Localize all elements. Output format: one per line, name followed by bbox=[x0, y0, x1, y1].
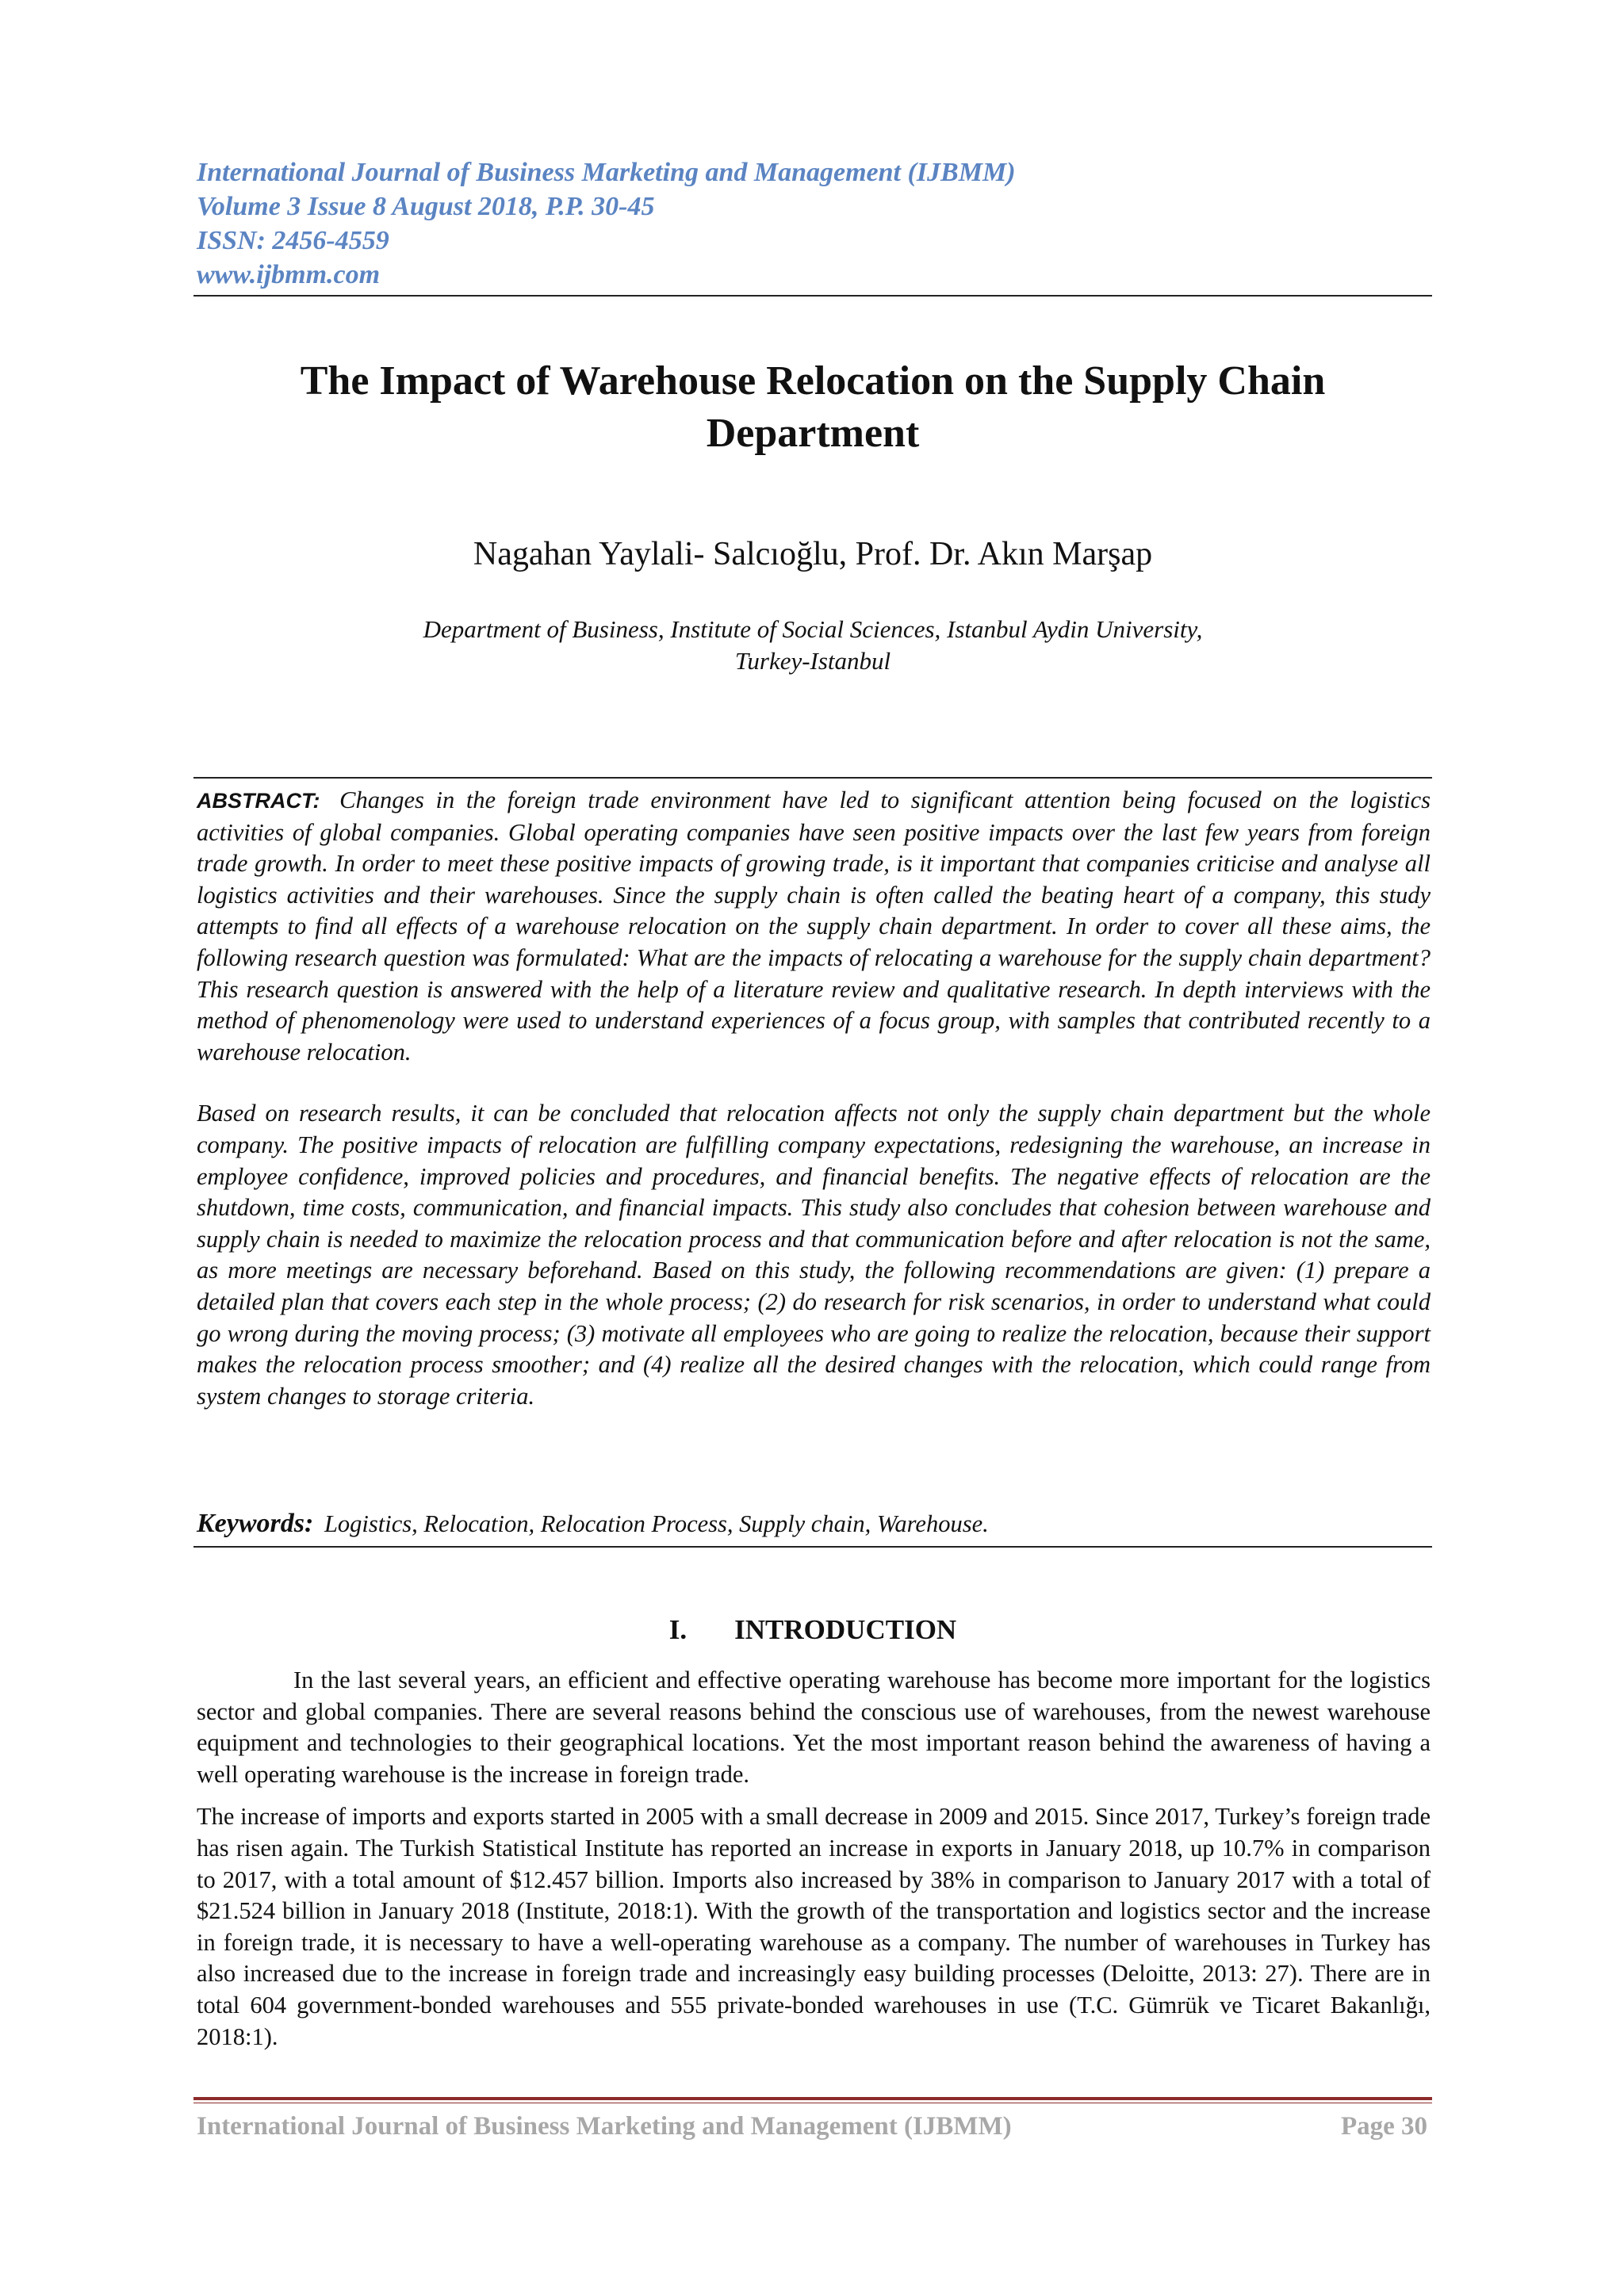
article-title bbox=[193, 355, 1432, 460]
footer-journal-name: International Journal of Business Marketing and Management (IJBMM) bbox=[197, 2112, 1012, 2141]
affiliation bbox=[193, 614, 1432, 677]
abstract-paragraph-2: Based on research results, it can be concluded that relocation affects not only the supply chain department but the whole company. The positive impacts of relocation are fulfilling company expectations, redesigning the warehouse, an increase in employee confidence, improved policies and procedures, and financial benefits. The negative effects of relocation are the shutdown, time costs, communication, and financial impacts. This study also concludes that cohesion between warehouse and supply chain is needed to maximize the relocation process and that communication before and after relocation is not the same, as more meetings are necessary beforehand. Based on this study, the following recommendations are given: (1) prepare a detailed plan that covers each step in the whole process; (2) do research for risk scenarios, in order to understand what could go wrong during the moving process; (3) motivate all employees who are going to realize the relocation, because their support makes the relocation process smoother; and (4) realize all the desired changes with the relocation, which could range from system changes to storage criteria. bbox=[197, 1100, 1431, 1410]
title-line-2: Department bbox=[706, 411, 920, 456]
volume-issue: Volume 3 Issue 8 August 2018, P.P. 30-45 bbox=[197, 192, 655, 221]
introduction-paragraph-2: The increase of imports and exports started in 2005 with a small decrease in 2009 and 2015. Since 2017, Turkey’s foreign trade has risen again. The Turkish Statistical Institute has reported an increase in exports in January 2018, up 10.7% in comparison to 2017, with a total amount of $12.457 billion. Imports also increased by 38% in comparison to January 2017 with a total of $21.524 billion in January 2018 (Institute, 2018:1). With the growth of the transportation and logistics sector and the increase in foreign trade, it is necessary to have a well-operating warehouse as a company. The number of warehouses in Turkey has also increased due to the increase in foreign trade and increasingly easy building processes (Deloitte, 2013: 27). There are in total 604 government-bonded warehouses and 555 private-bonded warehouses in use (T.C. Gümrük ve Ticaret Bakanlığı, 2018:1). bbox=[197, 1803, 1431, 2050]
abstract-label: ABSTRACT: bbox=[197, 789, 320, 813]
header-divider bbox=[193, 295, 1432, 297]
title-line-1: The Impact of Warehouse Relocation on the Supply Chain bbox=[300, 358, 1326, 404]
affiliation-line-1: Department of Business, Institute of Social Sciences, Istanbul Aydin University, bbox=[423, 615, 1203, 643]
abstract-text-1: Changes in the foreign trade environment have led to significant attention being focused on the logistics activities of global companies. Global operating companies have seen positive impacts over the last few years from foreign trade growth. In order to meet these positive impacts of growing trade, is it important that companies criticise and analyse all logistics activities and their warehouses. Since the supply chain is often called the beating heart of a company, this study attempts to find all effects of a warehouse relocation on the supply chain department. In order to cover all these aims, the following research question was formulated: What are the impacts of relocating a warehouse for the supply chain department? This research question is answered with the help of a literature review and qualitative research. In depth interviews with the method of phenomenology were used to understand experiences of a focus group, with samples that contributed recently to a warehouse relocation. bbox=[197, 786, 1431, 1066]
page-number: Page 30 bbox=[1340, 2112, 1427, 2141]
affiliation-line-2: Turkey-Istanbul bbox=[734, 647, 891, 675]
section-number: I. bbox=[668, 1614, 688, 1645]
abstract bbox=[197, 785, 1431, 1412]
keywords-label: Keywords: bbox=[197, 1509, 314, 1538]
keywords-text: Logistics, Relocation, Relocation Process, Supply chain, Warehouse. bbox=[324, 1510, 989, 1537]
authors: Nagahan Yaylali- Salcıoğlu, Prof. Dr. Akın Marşap bbox=[473, 536, 1153, 572]
section-heading-introduction bbox=[193, 1613, 1432, 1647]
introduction-body bbox=[197, 1665, 1431, 2053]
journal-website: www.ijbmm.com bbox=[197, 260, 381, 289]
issn: ISSN: 2456-4559 bbox=[197, 226, 389, 255]
abstract-top-divider bbox=[193, 777, 1432, 779]
journal-header bbox=[197, 155, 1434, 292]
abstract-bottom-divider bbox=[193, 1546, 1432, 1548]
introduction-paragraph-1: In the last several years, an efficient and effective operating warehouse has become more important for the logistics sector and global companies. There are several reasons behind the conscious use of warehouses, from the newest warehouse equipment and technologies to their geographical locations. Yet the most important reason behind the awareness of having a well operating warehouse is the increase in foreign trade. bbox=[197, 1667, 1431, 1788]
keywords bbox=[197, 1508, 1431, 1540]
abstract-paragraph-1 bbox=[197, 785, 1431, 1068]
footer-divider-thick bbox=[193, 2097, 1432, 2100]
journal-name: International Journal of Business Marketing and Management (IJBMM) bbox=[197, 158, 1016, 187]
section-title: INTRODUCTION bbox=[734, 1614, 957, 1645]
